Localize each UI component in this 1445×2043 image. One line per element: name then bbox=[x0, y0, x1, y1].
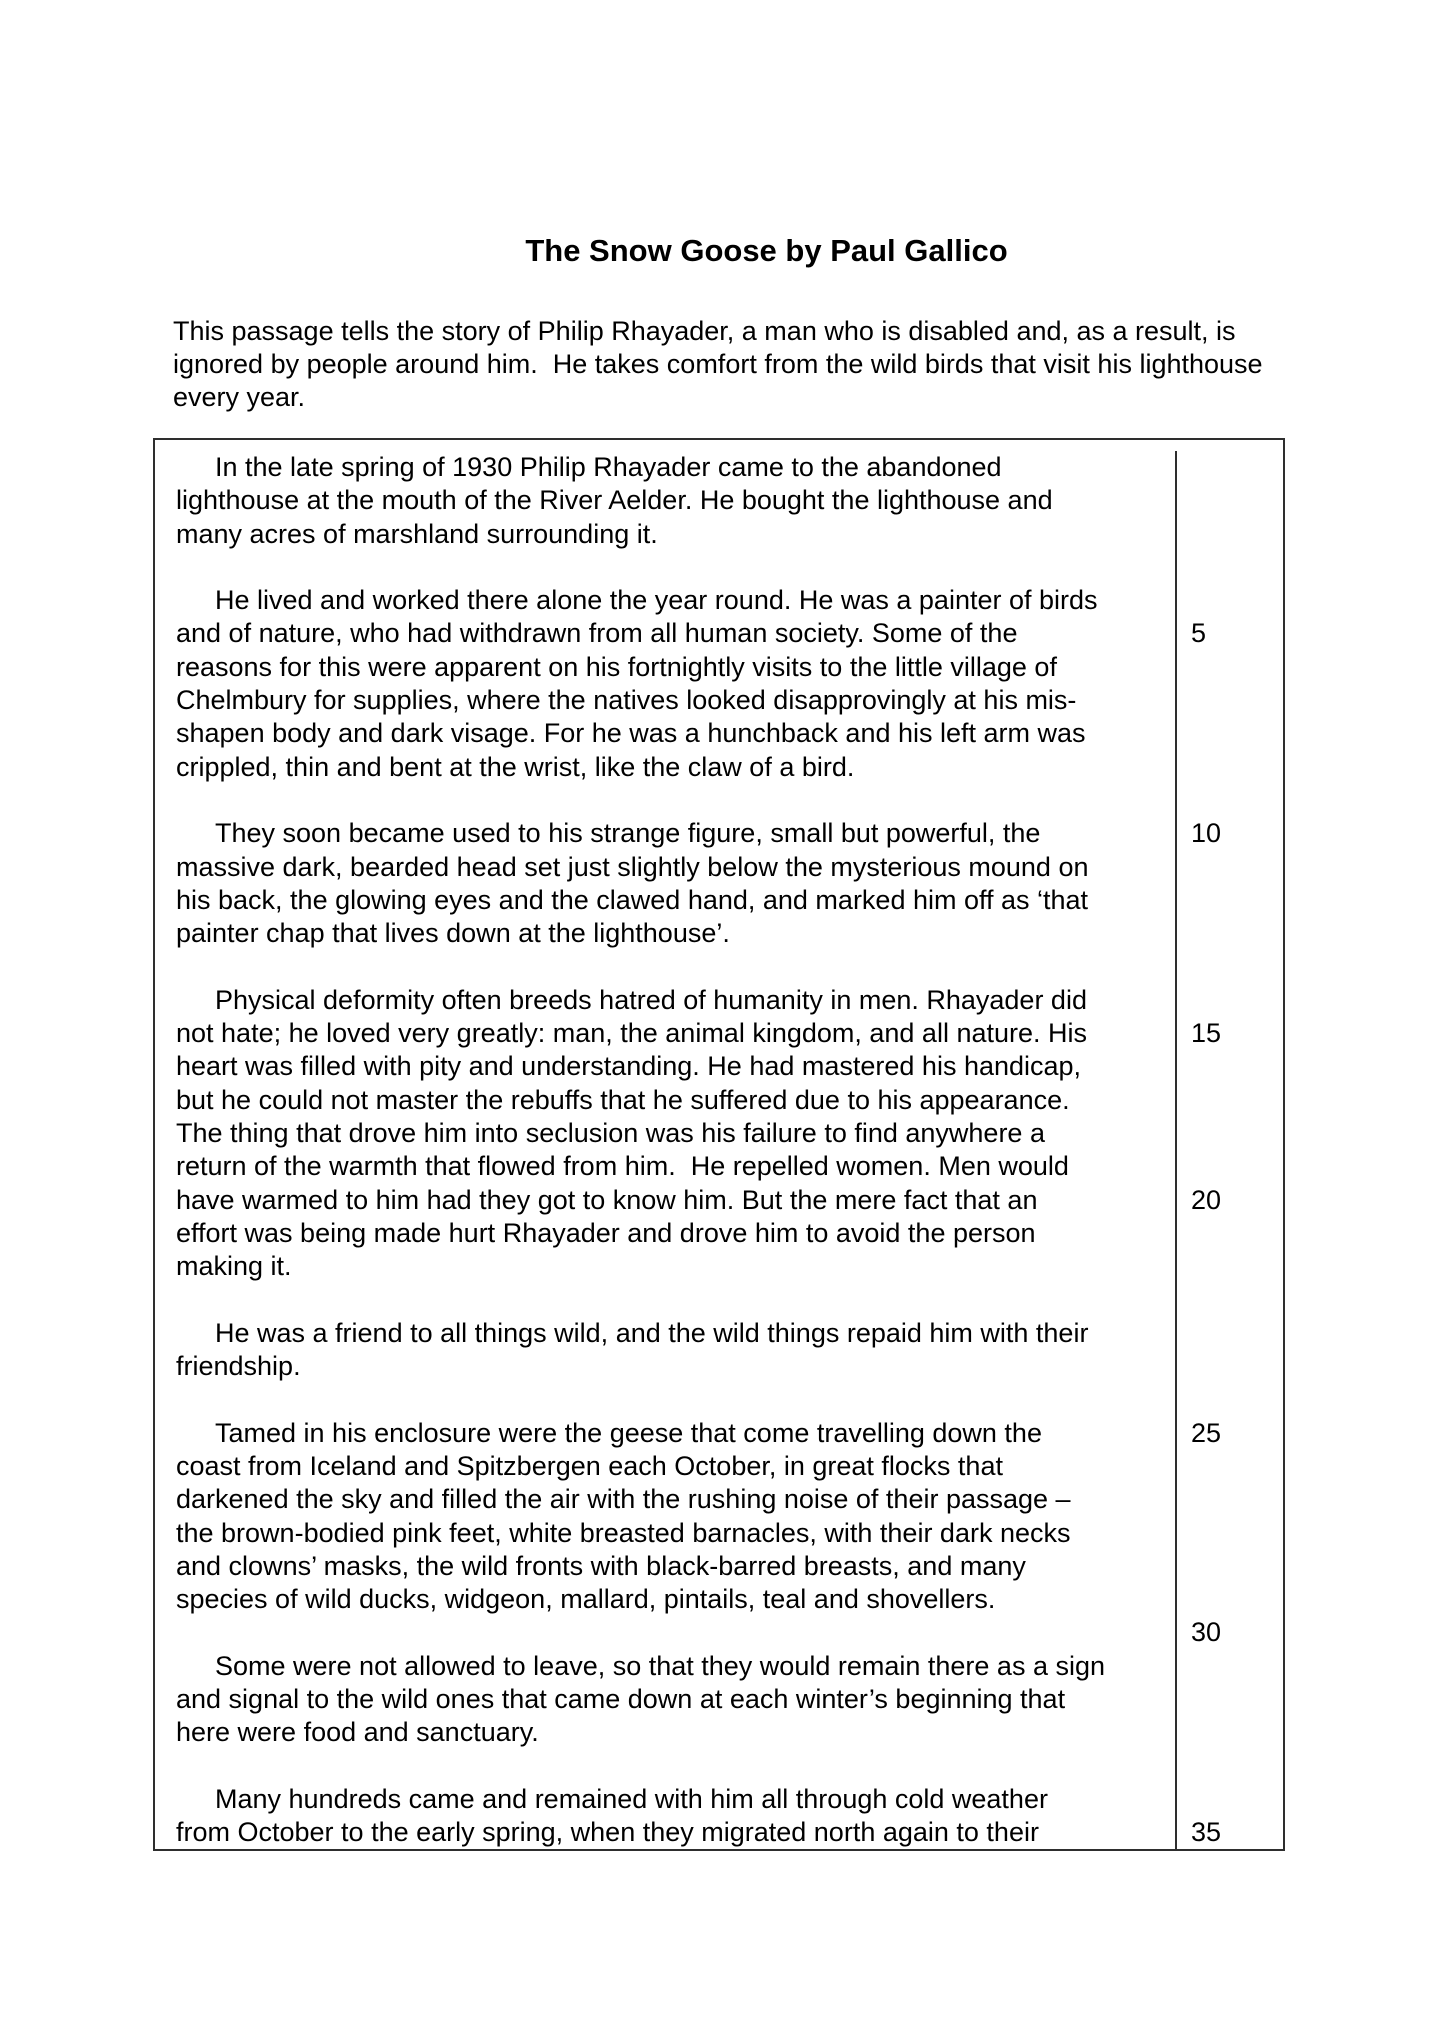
line-number: 20 bbox=[1175, 1184, 1283, 1217]
passage-line-row bbox=[155, 617, 1283, 650]
line-number bbox=[1175, 1050, 1283, 1083]
line-number bbox=[1175, 1150, 1283, 1183]
line-number bbox=[1175, 684, 1283, 717]
passage-line-text: Tamed in his enclosure were the geese that come travelling down the bbox=[215, 1417, 1042, 1448]
passage-line-text: coast from Iceland and Spitzbergen each October, in great flocks that bbox=[176, 1450, 1003, 1481]
passage-line-row bbox=[155, 1816, 1283, 1849]
line-number bbox=[1175, 1583, 1283, 1616]
line-number bbox=[1175, 1483, 1283, 1516]
passage-line-row bbox=[155, 950, 1283, 983]
passage-line-row bbox=[155, 651, 1283, 684]
line-number bbox=[1175, 1084, 1283, 1117]
passage-line-row bbox=[155, 817, 1283, 850]
passage-line-text: The thing that drove him into seclusion was his failure to find anywhere a bbox=[176, 1117, 1045, 1148]
passage-line-row bbox=[155, 451, 1283, 484]
passage-line-row bbox=[155, 1017, 1283, 1050]
line-number bbox=[1175, 1217, 1283, 1250]
passage-line-row bbox=[155, 984, 1283, 1017]
passage-box bbox=[153, 438, 1285, 1851]
passage-line-row bbox=[155, 1483, 1283, 1516]
line-number bbox=[1175, 950, 1283, 983]
line-number bbox=[1175, 1550, 1283, 1583]
passage-line-text bbox=[155, 784, 1175, 817]
line-number bbox=[1175, 1750, 1283, 1783]
passage-line-text: massive dark, bearded head set just slightly below the mysterious mound on bbox=[176, 851, 1089, 882]
passage-line-row bbox=[155, 1283, 1283, 1316]
passage-line-row bbox=[155, 1050, 1283, 1083]
passage-line-row bbox=[155, 551, 1283, 584]
line-number bbox=[1175, 451, 1283, 484]
passage-line-text: Some were not allowed to leave, so that they would remain there as a sign bbox=[215, 1650, 1105, 1681]
passage-line-text: reasons for this were apparent on his fortnightly visits to the little village of bbox=[176, 651, 1057, 682]
line-number bbox=[1175, 884, 1283, 917]
line-number bbox=[1175, 917, 1283, 950]
line-number bbox=[1175, 717, 1283, 750]
line-number bbox=[1175, 851, 1283, 884]
line-number bbox=[1175, 1716, 1283, 1749]
passage-line-row bbox=[155, 1583, 1283, 1616]
passage-line-text: effort was being made hurt Rhayader and drove him to avoid the person bbox=[176, 1217, 1036, 1248]
passage-line-row bbox=[155, 1317, 1283, 1350]
line-number bbox=[1175, 1383, 1283, 1416]
passage-line-text: In the late spring of 1930 Philip Rhayader came to the abandoned bbox=[215, 452, 1002, 482]
passage-line-text: Chelmbury for supplies, where the natives looked disapprovingly at his mis- bbox=[176, 685, 1077, 716]
line-number: 5 bbox=[1175, 617, 1283, 650]
passage-line-row bbox=[155, 1683, 1283, 1716]
passage-line-row bbox=[155, 1383, 1283, 1416]
passage-line-row bbox=[155, 1117, 1283, 1150]
passage-line-row bbox=[155, 484, 1283, 517]
passage-line-text: lighthouse at the mouth of the River Aelder. He bought the lighthouse and bbox=[176, 485, 1053, 516]
passage-line-row bbox=[155, 518, 1283, 551]
line-number: 15 bbox=[1175, 1017, 1283, 1050]
passage-line-row bbox=[155, 584, 1283, 617]
passage-line-text: from October to the early spring, when they migrated north again to their bbox=[176, 1817, 1039, 1848]
passage-line-row bbox=[155, 1350, 1283, 1383]
passage-line-row bbox=[155, 1184, 1283, 1217]
intro-paragraph bbox=[173, 315, 1263, 414]
passage-line-text bbox=[155, 551, 1175, 584]
line-number bbox=[1175, 984, 1283, 1017]
passage-line-text: heart was filled with pity and understanding. He had mastered his handicap, bbox=[176, 1051, 1082, 1082]
line-number bbox=[1175, 751, 1283, 784]
passage-title: The Snow Goose by Paul Gallico bbox=[525, 233, 1008, 268]
passage-line-text: but he could not master the rebuffs that he suffered due to his appearance. bbox=[176, 1084, 1070, 1115]
passage-line-text: Physical deformity often breeds hatred of humanity in men. Rhayader did bbox=[215, 984, 1087, 1015]
passage-line-text bbox=[155, 1616, 1175, 1649]
passage-line-text: not hate; he loved very greatly: man, the animal kingdom, and all nature. His bbox=[176, 1018, 1087, 1049]
passage-line-text: and signal to the wild ones that came down at each winter’s beginning that bbox=[176, 1683, 1066, 1714]
passage-line-row bbox=[155, 784, 1283, 817]
passage-line-text: friendship. bbox=[176, 1351, 301, 1382]
passage-line-text: shapen body and dark visage. For he was a hunchback and his left arm was bbox=[176, 718, 1086, 749]
passage-line-text: and of nature, who had withdrawn from all human society. Some of the bbox=[176, 618, 1018, 649]
passage-line-row bbox=[155, 884, 1283, 917]
passage-line-row bbox=[155, 1450, 1283, 1483]
line-number bbox=[1175, 484, 1283, 517]
passage-line-text: He was a friend to all things wild, and the wild things repaid him with their bbox=[215, 1317, 1089, 1348]
line-number bbox=[1175, 1350, 1283, 1383]
line-number bbox=[1175, 1783, 1283, 1816]
passage-line-row bbox=[155, 1783, 1283, 1816]
passage-line-text: the brown-bodied pink feet, white breasted barnacles, with their dark necks bbox=[176, 1517, 1071, 1548]
passage-line-text: species of wild ducks, widgeon, mallard, pintails, teal and shovellers. bbox=[176, 1584, 996, 1615]
passage-line-text bbox=[155, 1283, 1175, 1316]
passage-line-row bbox=[155, 1417, 1283, 1450]
passage-line-text: They soon became used to his strange figure, small but powerful, the bbox=[215, 818, 1041, 849]
line-number: 30 bbox=[1175, 1616, 1283, 1649]
passage-line-row bbox=[155, 917, 1283, 950]
passage-line-text bbox=[155, 1750, 1175, 1783]
passage-line-row bbox=[155, 1616, 1283, 1649]
line-number bbox=[1175, 784, 1283, 817]
passage-line-text: return of the warmth that flowed from him. He repelled women. Men would bbox=[176, 1151, 1069, 1182]
line-number: 10 bbox=[1175, 817, 1283, 850]
line-number: 25 bbox=[1175, 1417, 1283, 1450]
line-number bbox=[1175, 651, 1283, 684]
passage-line-text: many acres of marshland surrounding it. bbox=[176, 518, 658, 549]
line-number bbox=[1175, 1450, 1283, 1483]
passage-line-row bbox=[155, 1550, 1283, 1583]
passage-line-row bbox=[155, 1250, 1283, 1283]
passage-line-text: darkened the sky and filled the air with the rushing noise of their passage – bbox=[176, 1484, 1071, 1515]
passage-line-text bbox=[155, 1383, 1175, 1416]
passage-line-text: painter chap that lives down at the lighthouse’. bbox=[176, 918, 730, 949]
passage-line-text: making it. bbox=[176, 1251, 292, 1282]
line-number bbox=[1175, 1517, 1283, 1550]
passage-line-row bbox=[155, 851, 1283, 884]
passage-line-row bbox=[155, 751, 1283, 784]
line-number bbox=[1175, 551, 1283, 584]
line-number: 35 bbox=[1175, 1816, 1283, 1849]
intro-line: This passage tells the story of Philip Rhayader, a man who is disabled and, as a result, is bbox=[173, 316, 1236, 346]
passage-line-text: here were food and sanctuary. bbox=[176, 1717, 539, 1748]
passage-line-row bbox=[155, 1716, 1283, 1749]
line-number bbox=[1175, 1317, 1283, 1350]
passage-line-text bbox=[155, 950, 1175, 983]
passage-line-row bbox=[155, 1217, 1283, 1250]
passage-line-text: and clowns’ masks, the wild fronts with black-barred breasts, and many bbox=[176, 1550, 1026, 1581]
line-number bbox=[1175, 584, 1283, 617]
line-number bbox=[1175, 1250, 1283, 1283]
line-number bbox=[1175, 1283, 1283, 1316]
passage-line-row bbox=[155, 684, 1283, 717]
passage-line-text: his back, the glowing eyes and the clawed hand, and marked him off as ‘that bbox=[176, 884, 1089, 915]
line-number bbox=[1175, 1683, 1283, 1716]
passage-line-row bbox=[155, 1084, 1283, 1117]
line-number bbox=[1175, 1650, 1283, 1683]
intro-line: every year. bbox=[173, 382, 306, 412]
passage-line-row bbox=[155, 1517, 1283, 1550]
passage-line-text: have warmed to him had they got to know him. But the mere fact that an bbox=[176, 1184, 1038, 1215]
intro-line: ignored by people around him. He takes comfort from the wild birds that visit his lighthouse bbox=[173, 349, 1263, 379]
passage-line-text: He lived and worked there alone the year round. He was a painter of birds bbox=[215, 585, 1098, 616]
line-number bbox=[1175, 1117, 1283, 1150]
passage-line-row bbox=[155, 1650, 1283, 1683]
line-number bbox=[1175, 518, 1283, 551]
passage-line-text: Many hundreds came and remained with him all through cold weather bbox=[215, 1783, 1048, 1814]
passage-line-text: crippled, thin and bent at the wrist, like the claw of a bird. bbox=[176, 751, 855, 782]
passage-line-row bbox=[155, 717, 1283, 750]
passage-line-row bbox=[155, 1750, 1283, 1783]
passage-line-row bbox=[155, 1150, 1283, 1183]
